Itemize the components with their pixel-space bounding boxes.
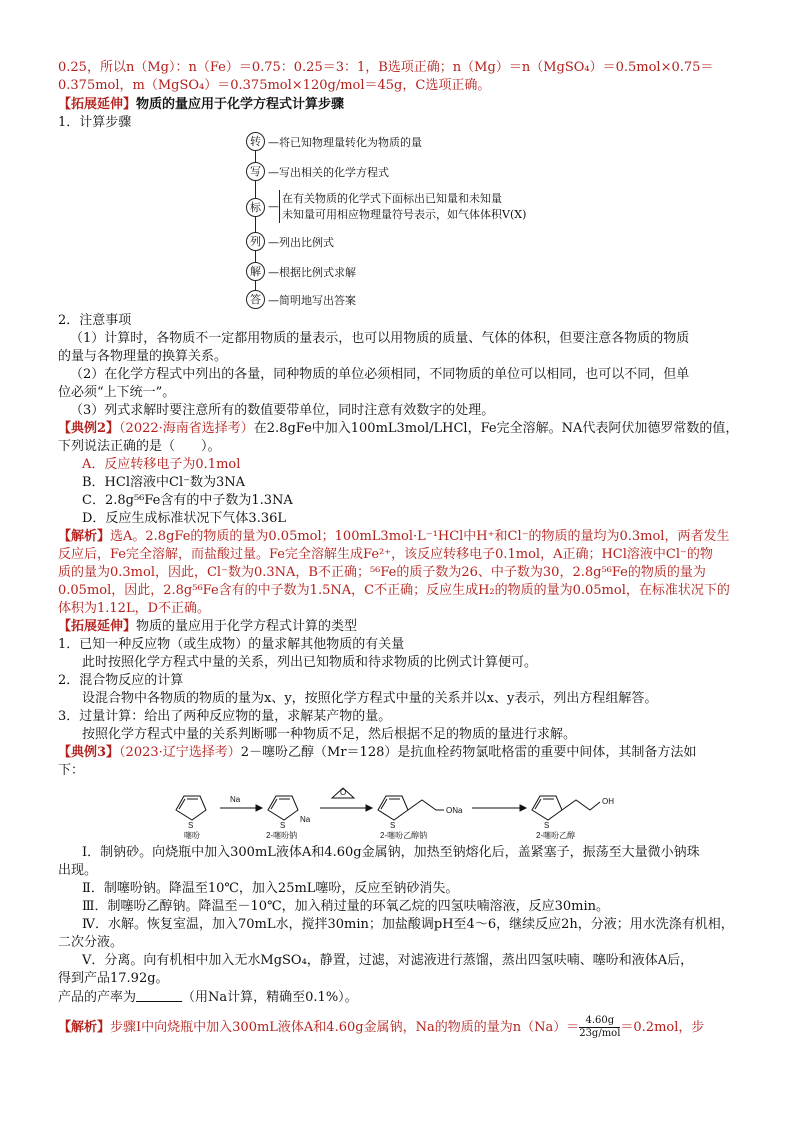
- type-2-desc: 设混合物中各物质的物质的量为x、y，按照化学方程式中量的关系并以x、y表示，列出方程组解答。: [82, 691, 658, 706]
- analysis-2-line-2: 反应后，Fe完全溶解，而盐酸过量。Fe完全溶解生成Fe²⁺，该反应转移电子0.1mol，A正确；HCl溶液中Cl⁻的物: [58, 547, 713, 562]
- step-5-line-1: Ⅴ．分离。向有机相中加入无水MgSO₄，静置，过滤，对滤液进行蒸馏，蒸出四氢呋喃、噻吩和液体A后，: [82, 953, 694, 968]
- thiophene-ring-2: [268, 796, 298, 820]
- step-text-4: —列出比例式: [268, 236, 334, 249]
- thiophene-ring-3: [378, 796, 408, 820]
- example-2-source: （2022·海南省选择考）: [119, 421, 254, 436]
- type-3-desc: 按照化学方程式中量的关系判断哪一种物质不足，然后根据不足的物质的量进行求解。: [82, 727, 577, 742]
- step-4-line-2: 二次分液。: [58, 935, 124, 950]
- note-3: （3）列式求解时要注意所有的数值要带单位，同时注意有效数字的处理。: [70, 403, 495, 418]
- step-circle-3: 标: [246, 198, 265, 217]
- extension-title-2: 物质的量应用于化学方程式计算的类型: [136, 619, 358, 634]
- analysis-2-line-1: 【解析】选A。2.8gFe的物质的量为0.05mol；100mL3mol·L⁻¹HCl中H⁺和Cl⁻的物质的量均为0.3mol，两者发生: [58, 529, 730, 544]
- prev-solution-line-2: 0.375mol，m（MgSO₄）＝0.375mol×120g/mol＝45g，C选项正确。: [58, 78, 491, 93]
- extension-title: 物质的量应用于化学方程式计算步骤: [136, 97, 345, 112]
- compound-3-name: 2-噻吩乙醇钠: [380, 831, 428, 840]
- step-circle-1: 转: [246, 132, 265, 151]
- step-4-line-1: Ⅳ．水解。恢复室温，加入70mL水，搅拌30min；加盐酸调pH至4～6，继续反应2h，分液；用水洗涤有机相，: [82, 917, 734, 932]
- step-1-line-2: 出现。: [58, 863, 98, 878]
- step-circle-6: 答: [246, 290, 265, 309]
- compound-2-name: 2-噻吩钠: [266, 831, 298, 840]
- example-2-question-line-1: 【典例2】（2022·海南省选择考）在2.8gFe中加入100mL3mol/LHCl，Fe完全溶解。NA代表阿伏加德罗常数的值，: [58, 421, 739, 436]
- step-5-line-2: 得到产品17.92g。: [58, 971, 169, 986]
- thiophene-ring-4: [532, 796, 562, 820]
- step-3-dash: —: [268, 200, 279, 213]
- s-atom-1: S: [188, 821, 194, 830]
- s-atom-3: S: [390, 821, 396, 830]
- note-1-line-2: 的量与各物理量的换算关系。: [58, 349, 228, 364]
- fraction-denominator: 23g/mol: [579, 1028, 621, 1039]
- example-3-question-line-2: 下：: [58, 763, 85, 778]
- reaction-scheme: [170, 782, 690, 840]
- analysis-3-line-1: 【解析】步骤Ⅰ中向烧瓶中加入300mL液体A和4.60g金属钠，Na的物质的量为n（Na）＝ $\frac{4.60g}{\text{23g/mol}}$ ＝0.2mol，步: [58, 1015, 705, 1039]
- type-3: 3．过量计算：给出了两种反应物的量，求解某产物的量。: [58, 709, 392, 724]
- analysis-2-line-3: 质的量为0.3mol，因此，Cl⁻数为0.3NA，B不正确；⁵⁶Fe的质子数为26、中子数为30，2.8g⁵⁶Fe的物质的量为: [58, 565, 706, 580]
- calc-steps-heading: 1．计算步骤: [58, 115, 132, 130]
- extension-heading-2: [58, 619, 357, 635]
- note-2-line-1: （2）在化学方程式中列出的各量，同种物质的单位必须相同，不同物质的单位可以相同，也可以不同，但单: [70, 367, 690, 382]
- prev-solution-line-1: 0.25，所以n（Mg）：n（Fe）＝0.75：0.25＝3：1，B选项正确；n（Mg）＝n（MgSO₄）＝0.5mol×0.75＝: [58, 60, 714, 75]
- step-text-2: —写出相关的化学方程式: [268, 166, 389, 179]
- calculation-steps-flowchart: [246, 130, 546, 310]
- step-2: Ⅱ．制噻吩钠。降温至10℃，加入25mL噻吩，反应至钠砂消失。: [82, 881, 459, 896]
- reagent-na: Na: [230, 795, 241, 804]
- extension-tag: 【拓展延伸】: [58, 97, 137, 112]
- step-circle-5: 解: [246, 262, 265, 281]
- step-1-line-1: Ⅰ．制钠砂。向烧瓶中加入300mL液体A和4.60g金属钠，加热至钠熔化后，盖紧塞子，振荡至大量微小钠珠: [82, 845, 700, 860]
- step-circle-4: 列: [246, 232, 265, 251]
- step-text-3a: 在有关物质的化学式下面标出已知量和未知量: [282, 192, 502, 205]
- epoxide-o: O: [340, 788, 347, 797]
- compound-4-name: 2-噻吩乙醇: [536, 831, 576, 840]
- s-atom-4: S: [544, 821, 550, 830]
- option-c: C．2.8g⁵⁶Fe含有的中子数为1.3NA: [82, 493, 293, 508]
- compound-1-name: 噻吩: [184, 831, 200, 840]
- step-text-6: —简明地写出答案: [268, 294, 356, 307]
- example-2-tag: 【典例2】: [58, 421, 120, 436]
- step-text-1: —将已知物理量转化为物质的量: [268, 136, 422, 149]
- analysis-3-tag: 【解析】: [58, 1020, 111, 1035]
- step-circle-2: 写: [246, 162, 265, 181]
- type-2: 2．混合物反应的计算: [58, 673, 184, 688]
- extension-tag-2: 【拓展延伸】: [58, 619, 137, 634]
- yield-question: 产品的产率为 （用Na计算，精确至0.1%）。: [58, 990, 358, 1005]
- option-a: A．反应转移电子为0.1mol: [82, 457, 241, 472]
- note-1-line-1: （1）计算时，各物质不一定都用物质的量表示，也可以用物质的质量、气体的体积，但要注意各物质的物质: [70, 331, 690, 346]
- example-3-question-line-1: 【典例3】（2023·辽宁选择考）2－噻吩乙醇（Mr＝128）是抗血栓药物氯吡格雷的重要中间体，其制备方法如: [58, 745, 697, 760]
- extension-heading-1: [58, 97, 344, 113]
- thiophene-ring-1: [176, 796, 206, 820]
- s-atom-2: S: [280, 821, 286, 830]
- note-2-line-2: 位必须“上下统一”。: [58, 385, 176, 400]
- type-1-desc: 此时按照化学方程式中量的关系，列出已知物质和待求物质的比例式计算便可。: [82, 655, 538, 670]
- notes-heading: 2．注意事项: [58, 313, 132, 328]
- na-label: Na: [300, 815, 311, 824]
- oh-label: OH: [602, 797, 614, 806]
- step-text-3b: 未知量可用相应物理量符号表示，如气体体积V(X): [282, 208, 527, 221]
- ona-label: ONa: [446, 806, 463, 815]
- type-1: 1．已知一种反应物（或生成物）的量求解其他物质的有关量: [58, 637, 405, 652]
- analysis-tag: 【解析】: [58, 529, 111, 544]
- answer-blank[interactable]: [136, 989, 182, 1002]
- step-3-bracket: [279, 190, 280, 223]
- example-3-source: （2023·辽宁选择考）: [119, 745, 241, 760]
- fraction: [579, 1015, 620, 1040]
- analysis-2-line-5: 体积为1.12L，D不正确。: [58, 601, 211, 616]
- fraction-numerator: 4.60g: [579, 1015, 620, 1028]
- example-3-tag: 【典例3】: [58, 745, 120, 760]
- analysis-2-line-4: 0.05mol，因此，2.8g⁵⁶Fe含有的中子数为1.5NA，C不正确；反应生成H₂的物质的量为0.05mol，在标准状况下的: [58, 583, 730, 598]
- option-d: D．反应生成标准状况下气体3.36L: [82, 511, 287, 526]
- option-b: B．HCl溶液中Cl⁻数为3NA: [82, 475, 245, 490]
- step-3: Ⅲ．制噻吩乙醇钠。降温至－10℃，加入稍过量的环氧乙烷的四氢呋喃溶液，反应30min。: [82, 899, 610, 914]
- example-2-question-line-2: 下列说法正确的是（ ）。: [58, 439, 221, 454]
- step-text-5: —根据比例式求解: [268, 266, 356, 279]
